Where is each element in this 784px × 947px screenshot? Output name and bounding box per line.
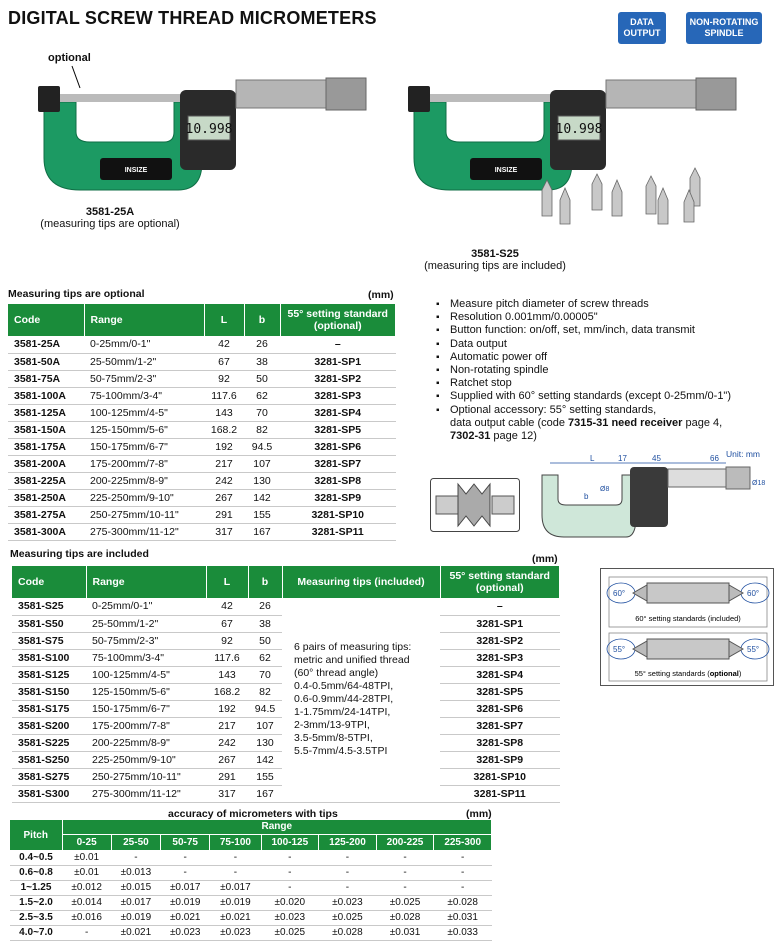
feature-item: ▪ Measure pitch diameter of screw threads xyxy=(436,298,776,311)
data-output-badge: DATA OUTPUT xyxy=(618,12,666,44)
code-cell: 3581-275A xyxy=(8,506,84,523)
accuracy-cell: - xyxy=(261,880,319,895)
features-list xyxy=(436,298,776,443)
accuracy-cell: ±0.023 xyxy=(261,910,319,925)
range-header: 100-125 xyxy=(261,834,319,850)
tips-line: metric and unified thread xyxy=(294,654,410,667)
accuracy-cell: ±0.028 xyxy=(434,895,492,910)
range-cell: 150-175mm/6-7" xyxy=(84,438,204,455)
b-cell: 94.5 xyxy=(248,700,282,717)
accuracy-cell: ±0.020 xyxy=(261,895,319,910)
l-cell: 291 xyxy=(206,768,248,785)
feature-item: ▪ Non-rotating spindle xyxy=(436,364,776,377)
dim-b: b xyxy=(584,492,589,501)
table-row xyxy=(10,895,492,910)
l-cell: 217 xyxy=(206,717,248,734)
micrometer-right-image xyxy=(400,62,780,242)
l-cell: 242 xyxy=(204,472,244,489)
code-cell: 3581-50A xyxy=(8,353,84,370)
code-cell: 3581-S175 xyxy=(12,700,86,717)
code-cell: 3581-S150 xyxy=(12,683,86,700)
table-row xyxy=(10,910,492,925)
brand-logo-left: INSIZE xyxy=(124,167,148,174)
col-b: b xyxy=(248,566,282,598)
setting-standards-figure xyxy=(601,569,775,687)
col-l: L xyxy=(206,566,248,598)
accuracy-cell: - xyxy=(210,850,261,865)
b-cell: 155 xyxy=(248,768,282,785)
standard-cell: 3281-SP7 xyxy=(440,717,560,734)
table-tips-included xyxy=(12,566,560,803)
range-header: 125-200 xyxy=(319,834,377,850)
l-cell: 192 xyxy=(204,438,244,455)
tips-line: 6 pairs of measuring tips: xyxy=(294,641,412,654)
range-cell: 175-200mm/7-8" xyxy=(84,455,204,472)
accuracy-cell: ±0.023 xyxy=(210,925,261,940)
col-b: b xyxy=(244,304,280,336)
range-cell: 200-225mm/8-9" xyxy=(86,734,206,751)
accuracy-cell: ±0.033 xyxy=(434,925,492,940)
col-measuring-tips: Measuring tips (included) xyxy=(282,566,440,598)
col-setting-standard: 55° setting standard (optional) xyxy=(280,304,396,336)
code-cell: 3581-S125 xyxy=(12,666,86,683)
feature-item: ▪ Ratchet stop xyxy=(436,377,776,390)
feature-item: ▪ Button function: on/off, set, mm/inch, data transmit xyxy=(436,324,776,337)
table-row xyxy=(8,387,396,404)
b-cell: 142 xyxy=(244,489,280,506)
table1-title: Measuring tips are optional xyxy=(8,288,145,300)
l-cell: 67 xyxy=(206,615,248,632)
table-row xyxy=(8,506,396,523)
b-cell: 167 xyxy=(244,523,280,540)
code-cell: 3581-250A xyxy=(8,489,84,506)
feature-item-accessory: ▪ Optional accessory: 55° setting standards, data output cable (code 7315-31 need receiver page 4, 7302-31 page 12) xyxy=(436,404,776,444)
standard-cell: 3281-SP5 xyxy=(280,421,396,438)
standard-cell: 3281-SP6 xyxy=(280,438,396,455)
b-cell: 142 xyxy=(248,751,282,768)
range-cell: 100-125mm/4-5" xyxy=(86,666,206,683)
feature-item: ▪ Data output xyxy=(436,338,776,351)
standard-cell: 3281-SP11 xyxy=(440,785,560,802)
accuracy-cell: ±0.012 xyxy=(62,880,111,895)
l-cell: 117.6 xyxy=(204,387,244,404)
range-cell: 275-300mm/11-12" xyxy=(84,523,204,540)
accuracy-cell: ±0.017 xyxy=(210,880,261,895)
caption-55: 55° setting standards (optional) xyxy=(634,669,742,678)
standard-cell: 3281-SP5 xyxy=(440,683,560,700)
range-cell: 200-225mm/8-9" xyxy=(84,472,204,489)
standard-cell: 3281-SP4 xyxy=(280,404,396,421)
table-row xyxy=(8,489,396,506)
l-cell: 317 xyxy=(204,523,244,540)
feature-item: ▪ Resolution 0.001mm/0.00005" xyxy=(436,311,776,324)
range-header: 0-25 xyxy=(62,834,111,850)
b-cell: 70 xyxy=(244,404,280,421)
range-cell: 50-75mm/2-3" xyxy=(84,370,204,387)
accuracy-cell: ±0.019 xyxy=(161,895,210,910)
accuracy-cell: ±0.021 xyxy=(111,925,160,940)
accuracy-cell: - xyxy=(319,865,377,880)
range-cell: 25-50mm/1-2" xyxy=(84,353,204,370)
tips-line: 3.5-5mm/8-5TPI, xyxy=(294,732,373,745)
code-cell: 3581-100A xyxy=(8,387,84,404)
accuracy-cell: ±0.016 xyxy=(62,910,111,925)
accuracy-cell: ±0.031 xyxy=(434,910,492,925)
feature-item: ▪ Automatic power off xyxy=(436,351,776,364)
b-cell: 107 xyxy=(248,717,282,734)
code-cell: 3581-200A xyxy=(8,455,84,472)
caption-60: 60° setting standards (included) xyxy=(635,614,741,623)
accuracy-cell: - xyxy=(434,865,492,880)
l-cell: 117.6 xyxy=(206,649,248,666)
col-pitch: Pitch xyxy=(10,820,62,850)
tips-line: 2-3mm/13-9TPI, xyxy=(294,719,370,732)
range-cell: 0-25mm/0-1" xyxy=(86,598,206,615)
dim-l: L xyxy=(590,455,595,463)
range-cell: 275-300mm/11-12" xyxy=(86,785,206,802)
code-cell: 3581-175A xyxy=(8,438,84,455)
l-cell: 42 xyxy=(204,336,244,353)
range-cell: 175-200mm/7-8" xyxy=(86,717,206,734)
accuracy-cell: - xyxy=(319,880,377,895)
b-cell: 70 xyxy=(248,666,282,683)
range-cell: 150-175mm/6-7" xyxy=(86,700,206,717)
accuracy-cell: - xyxy=(261,850,319,865)
optional-label: optional xyxy=(48,52,91,64)
b-cell: 38 xyxy=(244,353,280,370)
standard-cell: 3281-SP1 xyxy=(440,615,560,632)
pitch-cell: 2.5~3.5 xyxy=(10,910,62,925)
table-row xyxy=(8,472,396,489)
tips-line: 0.4-0.5mm/64-48TPI, xyxy=(294,680,394,693)
tips-line: (60° thread angle) xyxy=(294,667,379,680)
b-cell: 107 xyxy=(244,455,280,472)
page-title: DIGITAL SCREW THREAD MICROMETERS xyxy=(8,8,377,28)
standard-cell: 3281-SP11 xyxy=(280,523,396,540)
setting-standards-box xyxy=(600,568,774,686)
code-cell: 3581-75A xyxy=(8,370,84,387)
l-cell: 168.2 xyxy=(206,683,248,700)
col-l: L xyxy=(204,304,244,336)
code-cell: 3581-225A xyxy=(8,472,84,489)
accuracy-cell: - xyxy=(161,865,210,880)
range-header: 50-75 xyxy=(161,834,210,850)
range-cell: 75-100mm/3-4" xyxy=(86,649,206,666)
accuracy-cell: ±0.023 xyxy=(161,925,210,940)
code-cell: 3581-125A xyxy=(8,404,84,421)
tips-line: 0.6-0.9mm/44-28TPI, xyxy=(294,693,394,706)
range-cell: 100-125mm/4-5" xyxy=(84,404,204,421)
accuracy-cell: ±0.014 xyxy=(62,895,111,910)
b-cell: 167 xyxy=(248,785,282,802)
dim-66: 66 xyxy=(710,455,719,463)
dim-d8: Ø8 xyxy=(600,486,610,493)
standard-cell: 3281-SP7 xyxy=(280,455,396,472)
b-cell: 26 xyxy=(244,336,280,353)
b-cell: 62 xyxy=(244,387,280,404)
accuracy-cell: ±0.01 xyxy=(62,850,111,865)
accuracy-cell: ±0.013 xyxy=(111,865,160,880)
b-cell: 38 xyxy=(248,615,282,632)
pitch-cell: 1~1.25 xyxy=(10,880,62,895)
range-cell: 225-250mm/9-10" xyxy=(84,489,204,506)
code-cell: 3581-150A xyxy=(8,421,84,438)
accuracy-table xyxy=(10,820,492,941)
angle-55-left: 55° xyxy=(613,645,626,654)
b-cell: 130 xyxy=(244,472,280,489)
standard-cell: 3281-SP8 xyxy=(280,472,396,489)
range-cell: 250-275mm/10-11" xyxy=(86,768,206,785)
caption-left: 3581-25A (measuring tips are optional) xyxy=(40,206,180,230)
standard-cell: 3281-SP4 xyxy=(440,666,560,683)
angle-60-left: 60° xyxy=(613,589,626,598)
accuracy-cell: - xyxy=(376,880,434,895)
table-row xyxy=(8,353,396,370)
l-cell: 192 xyxy=(206,700,248,717)
table-row xyxy=(8,523,396,540)
table-row xyxy=(8,438,396,455)
b-cell: 155 xyxy=(244,506,280,523)
code-cell: 3581-S75 xyxy=(12,632,86,649)
accuracy-cell: - xyxy=(111,850,160,865)
table-row xyxy=(8,336,396,353)
b-cell: 94.5 xyxy=(244,438,280,455)
accuracy-cell: - xyxy=(210,865,261,880)
accuracy-cell: ±0.021 xyxy=(210,910,261,925)
l-cell: 291 xyxy=(204,506,244,523)
pitch-cell: 0.4~0.5 xyxy=(10,850,62,865)
standard-cell: – xyxy=(440,598,560,615)
table-row xyxy=(8,370,396,387)
diagram-unit: Unit: mm xyxy=(726,449,760,459)
b-cell: 50 xyxy=(244,370,280,387)
table2-unit: (mm) xyxy=(532,553,558,565)
code-cell: 3581-S25 xyxy=(12,598,86,615)
non-rotating-spindle-badge: NON-ROTATING SPINDLE xyxy=(686,12,762,44)
l-cell: 143 xyxy=(204,404,244,421)
l-cell: 92 xyxy=(204,370,244,387)
range-cell: 125-150mm/5-6" xyxy=(84,421,204,438)
accuracy-cell: ±0.015 xyxy=(111,880,160,895)
angle-55-right: 55° xyxy=(747,645,760,654)
micrometer-left-image xyxy=(30,62,370,202)
table-row xyxy=(10,880,492,895)
accuracy-cell: ±0.028 xyxy=(376,910,434,925)
table-tips-optional xyxy=(8,304,396,541)
accuracy-cell: ±0.017 xyxy=(161,880,210,895)
dim-45: 45 xyxy=(652,455,661,463)
brand-logo-right: INSIZE xyxy=(494,167,518,174)
accuracy-cell: ±0.017 xyxy=(111,895,160,910)
standard-cell: – xyxy=(280,336,396,353)
caption-right: 3581-S25 (measuring tips are included) xyxy=(424,248,566,272)
b-cell: 82 xyxy=(248,683,282,700)
measuring-tips-cell xyxy=(282,598,440,802)
standard-cell: 3281-SP10 xyxy=(440,768,560,785)
code-cell: 3581-300A xyxy=(8,523,84,540)
col-range-group: Range xyxy=(62,820,492,834)
pitch-cell: 1.5~2.0 xyxy=(10,895,62,910)
standard-cell: 3281-SP1 xyxy=(280,353,396,370)
range-header: 225-300 xyxy=(434,834,492,850)
accuracy-title: accuracy of micrometers with tips xyxy=(168,808,338,820)
accuracy-cell: - xyxy=(376,865,434,880)
range-cell: 0-25mm/0-1" xyxy=(84,336,204,353)
accuracy-unit: (mm) xyxy=(466,808,492,820)
col-range: Range xyxy=(86,566,206,598)
standard-cell: 3281-SP6 xyxy=(440,700,560,717)
code-cell: 3581-S300 xyxy=(12,785,86,802)
table-row xyxy=(8,455,396,472)
b-cell: 50 xyxy=(248,632,282,649)
accuracy-cell: - xyxy=(434,850,492,865)
range-cell: 125-150mm/5-6" xyxy=(86,683,206,700)
l-cell: 317 xyxy=(206,785,248,802)
accuracy-cell: ±0.023 xyxy=(319,895,377,910)
standard-cell: 3281-SP10 xyxy=(280,506,396,523)
l-cell: 168.2 xyxy=(204,421,244,438)
l-cell: 267 xyxy=(204,489,244,506)
l-cell: 92 xyxy=(206,632,248,649)
l-cell: 42 xyxy=(206,598,248,615)
table2-title: Measuring tips are included xyxy=(10,548,149,560)
pitch-cell: 4.0~7.0 xyxy=(10,925,62,940)
col-setting-standard: 55° setting standard (optional) xyxy=(440,566,560,598)
accuracy-cell: ±0.025 xyxy=(319,910,377,925)
dimension-diagram xyxy=(530,455,778,545)
standard-cell: 3281-SP3 xyxy=(280,387,396,404)
standard-cell: 3281-SP9 xyxy=(440,751,560,768)
thread-diagram-icon xyxy=(430,478,520,532)
code-cell: 3581-S50 xyxy=(12,615,86,632)
table-row xyxy=(8,404,396,421)
b-cell: 130 xyxy=(248,734,282,751)
accuracy-cell: ±0.028 xyxy=(319,925,377,940)
l-cell: 217 xyxy=(204,455,244,472)
range-cell: 75-100mm/3-4" xyxy=(84,387,204,404)
code-cell: 3581-25A xyxy=(8,336,84,353)
pitch-cell: 0.6~0.8 xyxy=(10,865,62,880)
table-row xyxy=(10,850,492,865)
table-row xyxy=(8,421,396,438)
table1-unit: (mm) xyxy=(368,289,394,301)
standard-cell: 3281-SP2 xyxy=(440,632,560,649)
l-cell: 242 xyxy=(206,734,248,751)
col-code: Code xyxy=(8,304,84,336)
l-cell: 143 xyxy=(206,666,248,683)
code-cell: 3581-S225 xyxy=(12,734,86,751)
dim-d18: Ø18 xyxy=(752,480,766,487)
b-cell: 82 xyxy=(244,421,280,438)
angle-60-right: 60° xyxy=(747,589,760,598)
accuracy-cell: ±0.019 xyxy=(210,895,261,910)
standard-cell: 3281-SP3 xyxy=(440,649,560,666)
standard-cell: 3281-SP2 xyxy=(280,370,396,387)
standard-cell: 3281-SP9 xyxy=(280,489,396,506)
tips-line: 1-1.75mm/24-14TPI, xyxy=(294,706,391,719)
table-row xyxy=(10,925,492,940)
tips-line: 5.5-7mm/4.5-3.5TPI xyxy=(294,745,388,758)
l-cell: 67 xyxy=(204,353,244,370)
accuracy-cell: - xyxy=(319,850,377,865)
range-cell: 25-50mm/1-2" xyxy=(86,615,206,632)
accuracy-cell: - xyxy=(376,850,434,865)
range-header: 200-225 xyxy=(376,834,434,850)
range-header: 25-50 xyxy=(111,834,160,850)
accuracy-cell: ±0.021 xyxy=(161,910,210,925)
l-cell: 267 xyxy=(206,751,248,768)
lcd-reading-left: 10.998 xyxy=(185,122,233,137)
code-cell: 3581-S200 xyxy=(12,717,86,734)
range-cell: 250-275mm/10-11" xyxy=(84,506,204,523)
accuracy-cell: - xyxy=(62,925,111,940)
accuracy-cell: ±0.01 xyxy=(62,865,111,880)
lcd-reading-right: 10.998 xyxy=(555,122,603,137)
table-row xyxy=(10,865,492,880)
code-cell: 3581-S275 xyxy=(12,768,86,785)
code-cell: 3581-S100 xyxy=(12,649,86,666)
accuracy-cell: - xyxy=(161,850,210,865)
b-cell: 62 xyxy=(248,649,282,666)
code-cell: 3581-S250 xyxy=(12,751,86,768)
range-cell: 50-75mm/2-3" xyxy=(86,632,206,649)
accuracy-cell: - xyxy=(434,880,492,895)
accuracy-cell: ±0.019 xyxy=(111,910,160,925)
col-range: Range xyxy=(84,304,204,336)
feature-item: ▪ Supplied with 60° setting standards (except 0-25mm/0-1") xyxy=(436,390,776,403)
accuracy-cell: ±0.025 xyxy=(376,895,434,910)
standard-cell: 3281-SP8 xyxy=(440,734,560,751)
b-cell: 26 xyxy=(248,598,282,615)
col-code: Code xyxy=(12,566,86,598)
accuracy-cell: ±0.025 xyxy=(261,925,319,940)
accuracy-cell: - xyxy=(261,865,319,880)
range-cell: 225-250mm/9-10" xyxy=(86,751,206,768)
table-row xyxy=(12,598,560,615)
dim-17: 17 xyxy=(618,455,627,463)
range-header: 75-100 xyxy=(210,834,261,850)
accuracy-cell: ±0.031 xyxy=(376,925,434,940)
